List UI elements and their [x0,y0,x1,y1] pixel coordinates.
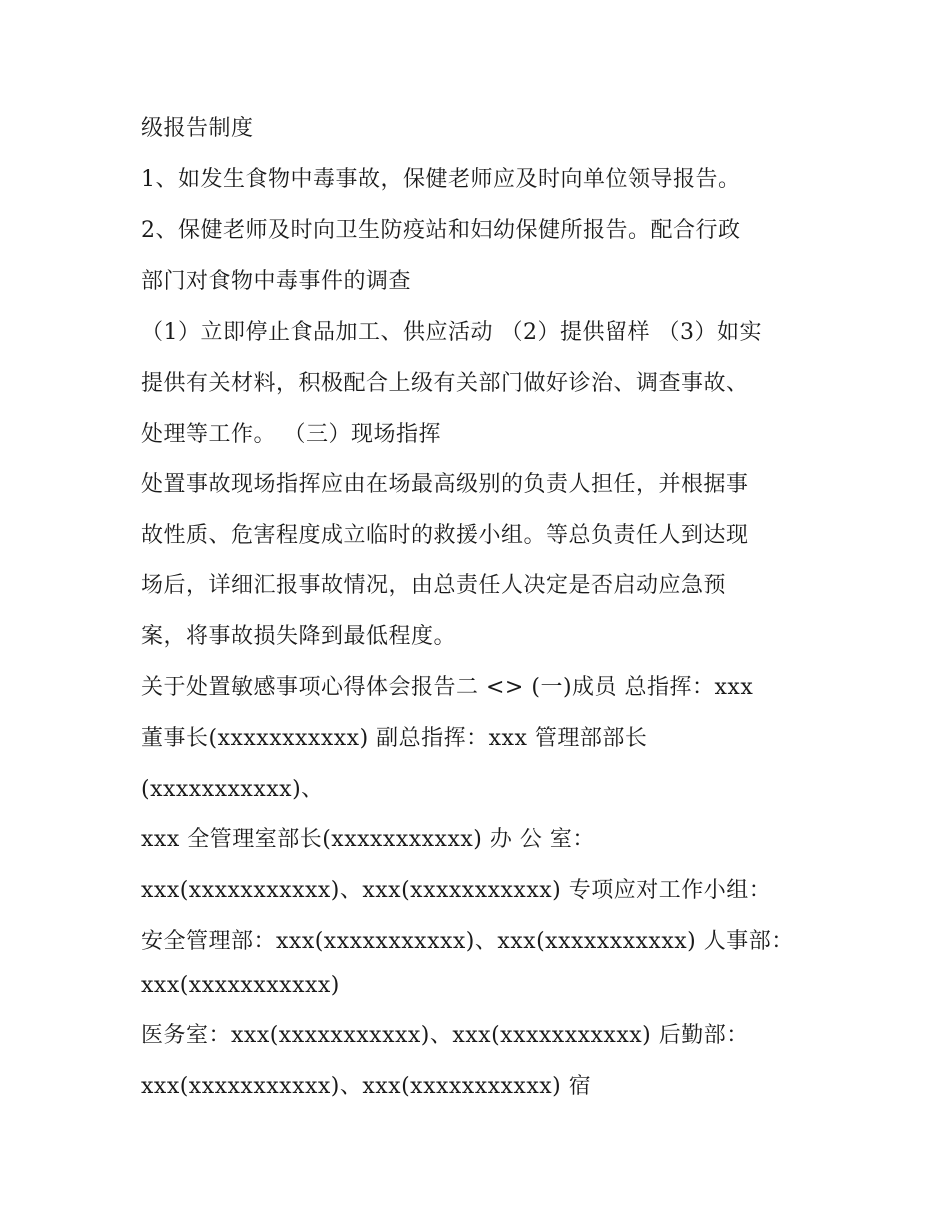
text-line: 故性质、危害程度成立临时的救援小组。等总负责任人到达现 [141,523,749,548]
text-line: xxx(xxxxxxxxxxx)、xxx(xxxxxxxxxxx) 专项应对工作小组： [141,878,772,903]
text-line: 2、保健老师及时向卫生防疫站和妇幼保健所报告。配合行政 [141,218,741,243]
text-line: 关于处置敏感事项心得体会报告二 <> (一)成员 总指挥：xxx [141,675,754,700]
text-line: 医务室：xxx(xxxxxxxxxxx)、xxx(xxxxxxxxxxx) 后勤部： [141,1023,749,1048]
text-line: 安全管理部：xxx(xxxxxxxxxxx)、xxx(xxxxxxxxxxx) 人事部： [141,929,794,954]
text-line: 提供有关材料，积极配合上级有关部门做好诊治、调查事故、 [141,371,749,396]
text-line: 1、如发生食物中毒事故，保健老师应及时向单位领导报告。 [141,167,741,192]
text-line: xxx(xxxxxxxxxxx) [141,973,340,998]
text-line: 场后，详细汇报事故情况，由总责任人决定是否启动应急预 [141,573,727,598]
text-line: (xxxxxxxxxxx)、 [141,777,324,802]
text-line: 部门对食物中毒事件的调查 [141,269,412,294]
text-line: 处理等工作。 （三）现场指挥 [141,422,441,447]
text-line: 级报告制度 [141,116,254,141]
text-line: （1）立即停止食品加工、供应活动 （2）提供留样 （3）如实 [141,320,762,345]
text-line: xxx(xxxxxxxxxxx)、xxx(xxxxxxxxxxx) 宿 [141,1074,592,1099]
text-line: 案，将事故损失降到最低程度。 [141,624,457,649]
text-line: 处置事故现场指挥应由在场最高级别的负责人担任，并根据事 [141,472,749,497]
text-line: 董事长(xxxxxxxxxxx) 副总指挥：xxx 管理部部长 [141,726,648,751]
text-line: xxx 全管理室部长(xxxxxxxxxxx) 办 公 室： [141,827,595,852]
